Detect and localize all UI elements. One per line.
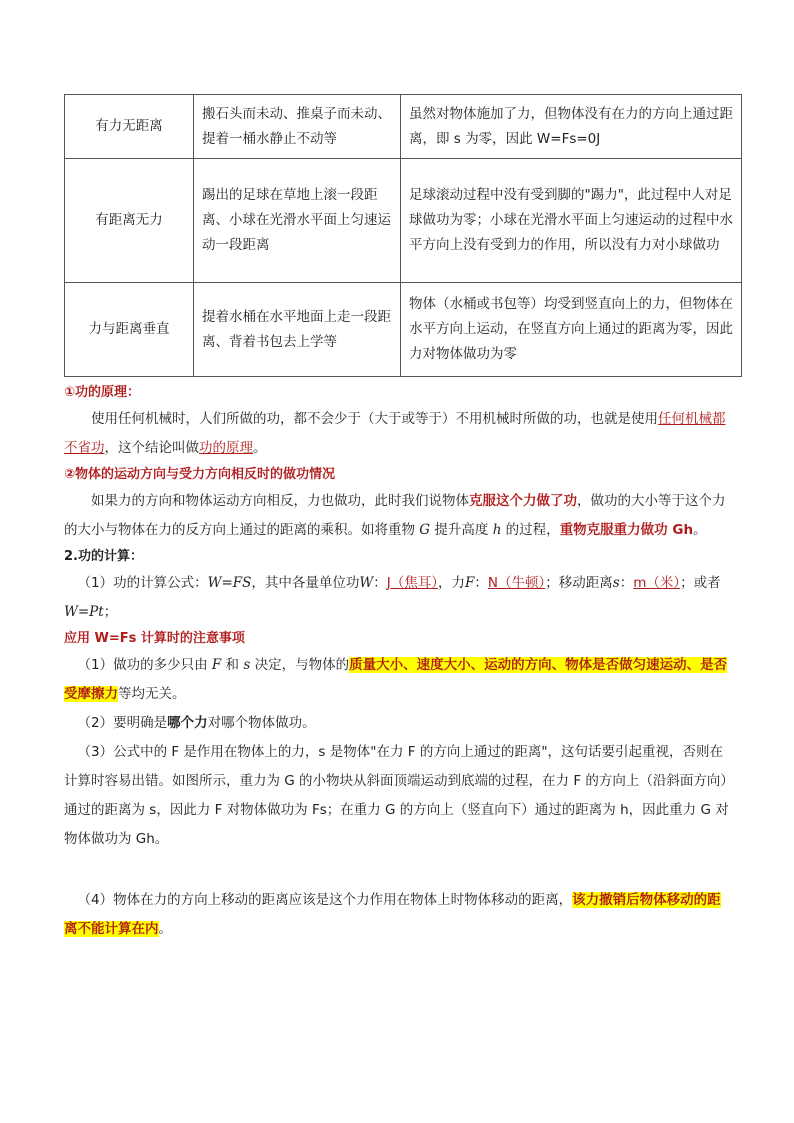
case-cell: 力与距离垂直	[65, 283, 194, 377]
case-cell: 有距离无力	[65, 159, 194, 283]
note-4: （4）物体在力的方向上移动的距离应该是这个力作用在物体上时物体移动的距离，该力撤销后物体移动的距离不能计算在内。	[64, 892, 721, 937]
example-cell: 提着水桶在水平地面上走一段距离、背着书包去上学等	[194, 283, 401, 377]
term-no-saving: 任何机械都不省功	[64, 411, 726, 456]
principle-paragraph: 使用任何机械时，人们所做的功，都不会少于（大于或等于）不用机械时所做的功，也就是使用任何机械都不省功，这个结论叫做功的原理。	[64, 411, 726, 456]
note-1: （1）做功的多少只由 F 和 s 决定，与物体的质量大小、速度大小、运动的方向、物体是否做匀速运动、是否受摩擦力等均无关。	[64, 657, 728, 702]
table-row	[65, 95, 742, 159]
case-cell: 有力无距离	[65, 95, 194, 159]
table-row	[65, 283, 742, 377]
reason-cell: 足球滚动过程中没有受到脚的"踢力"，此过程中人对足球做功为零；小球在光滑水平面上匀速运动的过程中水平方向上没有受到力的作用，所以没有力对小球做功	[401, 159, 742, 283]
example-cell: 搬石头而未动、推桌子而未动、提着一桶水静止不动等	[194, 95, 401, 159]
principle-heading: ①功的原理：	[64, 385, 141, 400]
reason-cell: 虽然对物体施加了力，但物体没有在力的方向上通过距离，即 s 为零，因此 W=Fs=0J	[401, 95, 742, 159]
opposite-heading: ②物体的运动方向与受力方向相反时的做功情况	[64, 467, 336, 482]
term-work-principle: 功的原理	[199, 440, 253, 456]
calc-heading: 2.功的计算：	[64, 549, 143, 564]
notes-heading: 应用 W=Fs 计算时的注意事项	[64, 631, 245, 646]
table-row	[65, 159, 742, 283]
reason-cell: 物体（水桶或书包等）均受到竖直向上的力，但物体在水平方向上运动，在竖直方向上通过的距离为零，因此力对物体做功为零	[401, 283, 742, 377]
no-work-cases-table	[64, 94, 742, 377]
note-3: （3）公式中的 F 是作用在物体上的力，s 是物体"在力 F 的方向上通过的距离"，这句话要引起重视，否则在计算时容易出错。如图所示，重力为 G 的小物块从斜面顶端运动到底端的过程，在力 F 的方向上（沿斜面方向）通过的距离为 s，因此力 F 对物体做功为 Fs；在重力 G 的方向上（竖直向下）通过的距离为 h，因此重力 G 对物体做功为 Gh。	[64, 744, 729, 847]
example-cell: 踢出的足球在草地上滚一段距离、小球在光滑水平面上匀速运动一段距离	[194, 159, 401, 283]
opposite-paragraph: 如果力的方向和物体运动方向相反，力也做功，此时我们说物体克服这个力做了功，做功的大小等于这个力的大小与物体在力的反方向上通过的距离的乘积。如将重物 G 提升高度 h 的过程，重物克服重力做功 Gh。	[64, 493, 726, 538]
note-2: （2）要明确是哪个力对哪个物体做功。	[77, 715, 316, 731]
document-page	[64, 94, 733, 944]
calc-formula-paragraph: （1）功的计算公式：W=FS，其中各量单位功W：J（焦耳），力F：N（牛顿）；移动距离s：m（米）；或者W=Pt；	[64, 575, 721, 620]
